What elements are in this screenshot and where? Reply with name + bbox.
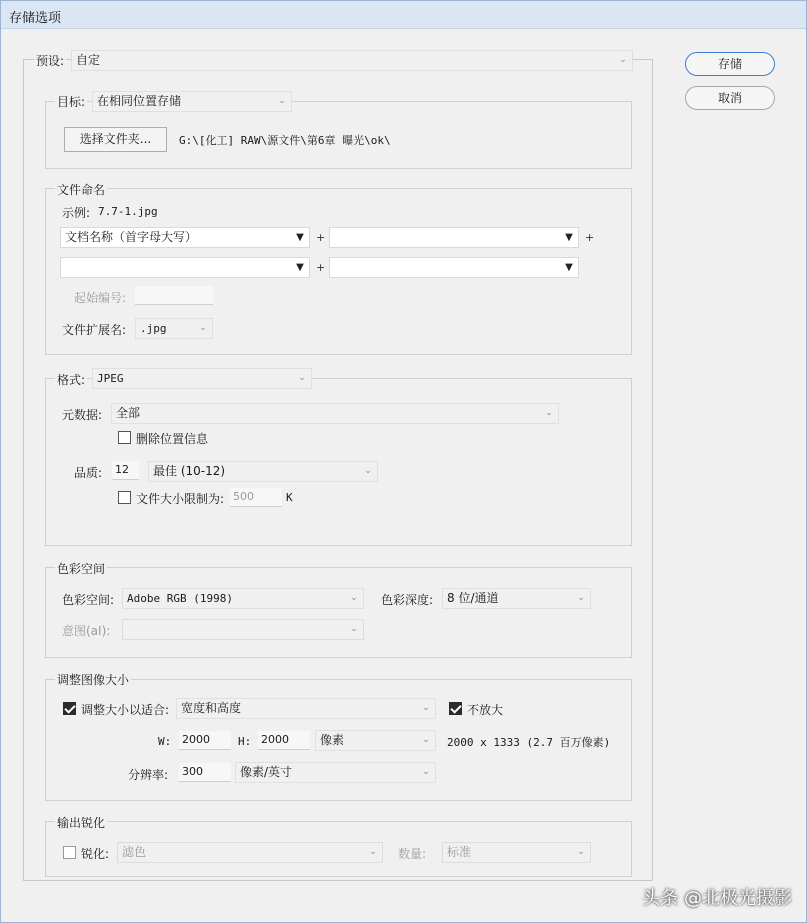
limit-size-checkbox[interactable] <box>118 491 131 504</box>
limit-size-unit: K <box>286 491 293 504</box>
resolution-unit-select[interactable] <box>235 762 436 783</box>
format-label: 格式: <box>57 373 86 387</box>
size-result: 2000 x 1333 (2.7 百万像素) <box>447 736 611 749</box>
width-input[interactable]: 2000 <box>179 731 231 750</box>
chevron-down-icon: ⌄ <box>369 847 377 857</box>
color-space-legend: 色彩空间 <box>57 562 106 576</box>
chevron-down-icon: ⌄ <box>278 96 286 106</box>
metadata-value: 全部 <box>116 406 141 420</box>
chevron-down-icon: ⌄ <box>298 373 306 383</box>
preset-select[interactable] <box>71 50 633 71</box>
quality-label: 品质: <box>74 466 103 480</box>
metadata-label: 元数据: <box>62 408 103 422</box>
naming-field-1[interactable] <box>60 227 310 248</box>
start-number-input[interactable] <box>135 286 213 305</box>
chevron-down-icon: ⌄ <box>364 466 372 476</box>
chevron-down-icon: ⌄ <box>577 593 585 603</box>
destination-value: 在相同位置存储 <box>97 94 182 108</box>
color-space-label: 色彩空间: <box>62 593 115 607</box>
preset-value: 自定 <box>76 53 101 67</box>
metadata-select[interactable] <box>111 403 559 424</box>
chevron-down-icon: ⌄ <box>422 767 430 777</box>
format-select[interactable] <box>92 368 312 389</box>
amount-select[interactable] <box>442 842 591 863</box>
no-enlarge-label: 不放大 <box>467 703 504 717</box>
window-title: 存储选项 <box>9 11 62 26</box>
resolution-input[interactable]: 300 <box>179 763 231 782</box>
color-depth-value: 8 位/通道 <box>447 591 499 605</box>
resize-select[interactable] <box>176 698 436 719</box>
extension-label: 文件扩展名: <box>62 323 127 337</box>
image-sizing-legend: 调整图像大小 <box>57 673 130 687</box>
triangle-down-icon: ▼ <box>565 232 573 243</box>
naming-field-2[interactable] <box>329 227 579 248</box>
no-enlarge-checkbox[interactable] <box>449 702 462 715</box>
destination-path: G:\[化工] RAW\源文件\第6章 曝光\ok\ <box>179 134 391 147</box>
chevron-down-icon: ⌄ <box>350 593 358 603</box>
remove-location-checkbox[interactable] <box>118 431 131 444</box>
resolution-unit-value: 像素/英寸 <box>240 765 293 779</box>
naming-field-4[interactable] <box>329 257 579 278</box>
color-space-select[interactable] <box>122 588 364 609</box>
chevron-down-icon: ⌄ <box>422 703 430 713</box>
example-label: 示例: <box>62 206 91 220</box>
example-value: 7.7-1.jpg <box>98 205 158 218</box>
limit-size-label: 文件大小限制为: <box>136 492 225 506</box>
choose-folder-button[interactable]: 选择文件夹... <box>64 127 167 152</box>
watermark-text: 头条 @北极光摄影 <box>642 888 792 909</box>
resolution-label: 分辨率: <box>128 768 169 782</box>
start-number-label: 起始编号: <box>74 291 127 305</box>
chevron-down-icon: ⌄ <box>577 847 585 857</box>
color-space-frame <box>45 567 632 658</box>
sharpen-value: 滤色 <box>122 845 147 859</box>
amount-value: 标准 <box>447 845 472 859</box>
size-unit-value: 像素 <box>320 733 345 747</box>
color-depth-select[interactable] <box>442 588 591 609</box>
sharpen-checkbox[interactable] <box>63 846 76 859</box>
height-label: H: <box>238 735 252 748</box>
quality-input[interactable]: 12 <box>112 461 139 480</box>
extension-value: .jpg <box>140 322 167 335</box>
title-bar <box>1 1 806 29</box>
width-label: W: <box>158 735 172 748</box>
chevron-down-icon: ⌄ <box>619 55 627 65</box>
sharpen-select[interactable] <box>117 842 383 863</box>
chevron-down-icon: ⌄ <box>199 323 207 333</box>
triangle-down-icon: ▼ <box>565 262 573 273</box>
height-input[interactable]: 2000 <box>258 731 310 750</box>
output-sharpening-legend: 输出锐化 <box>57 816 106 830</box>
chevron-down-icon: ⌄ <box>545 408 553 418</box>
save-button[interactable]: 存储 <box>685 52 775 76</box>
resize-value: 宽度和高度 <box>181 701 242 715</box>
resize-checkbox[interactable] <box>63 702 76 715</box>
remove-location-label: 删除位置信息 <box>136 432 209 446</box>
cancel-button[interactable]: 取消 <box>685 86 775 110</box>
plus-separator: + <box>316 261 326 274</box>
plus-separator: + <box>316 231 326 244</box>
color-space-value: Adobe RGB (1998) <box>127 592 233 605</box>
sharpen-label: 锐化: <box>81 847 110 861</box>
amount-label: 数量: <box>398 847 427 861</box>
color-depth-label: 色彩深度: <box>381 593 434 607</box>
intent-select[interactable] <box>122 619 364 640</box>
resize-label: 调整大小以适合: <box>81 703 170 717</box>
destination-label: 目标: <box>57 95 86 109</box>
destination-select[interactable] <box>92 91 292 112</box>
triangle-down-icon: ▼ <box>296 232 304 243</box>
size-unit-select[interactable] <box>315 730 436 751</box>
naming-field-3[interactable] <box>60 257 310 278</box>
file-naming-legend: 文件命名 <box>57 183 106 197</box>
extension-select[interactable] <box>135 318 213 339</box>
quality-preset-value: 最佳 (10-12) <box>153 464 226 478</box>
naming-field-1-value: 文档名称（首字母大写） <box>65 230 198 244</box>
chevron-down-icon: ⌄ <box>350 624 358 634</box>
chevron-down-icon: ⌄ <box>422 735 430 745</box>
intent-label: 意图(aI): <box>62 624 111 638</box>
quality-preset-select[interactable] <box>148 461 378 482</box>
preset-label: 预设: <box>36 54 65 68</box>
limit-size-input[interactable]: 500 <box>230 488 282 507</box>
format-value: JPEG <box>97 372 124 385</box>
triangle-down-icon: ▼ <box>296 262 304 273</box>
plus-separator: + <box>585 231 595 244</box>
